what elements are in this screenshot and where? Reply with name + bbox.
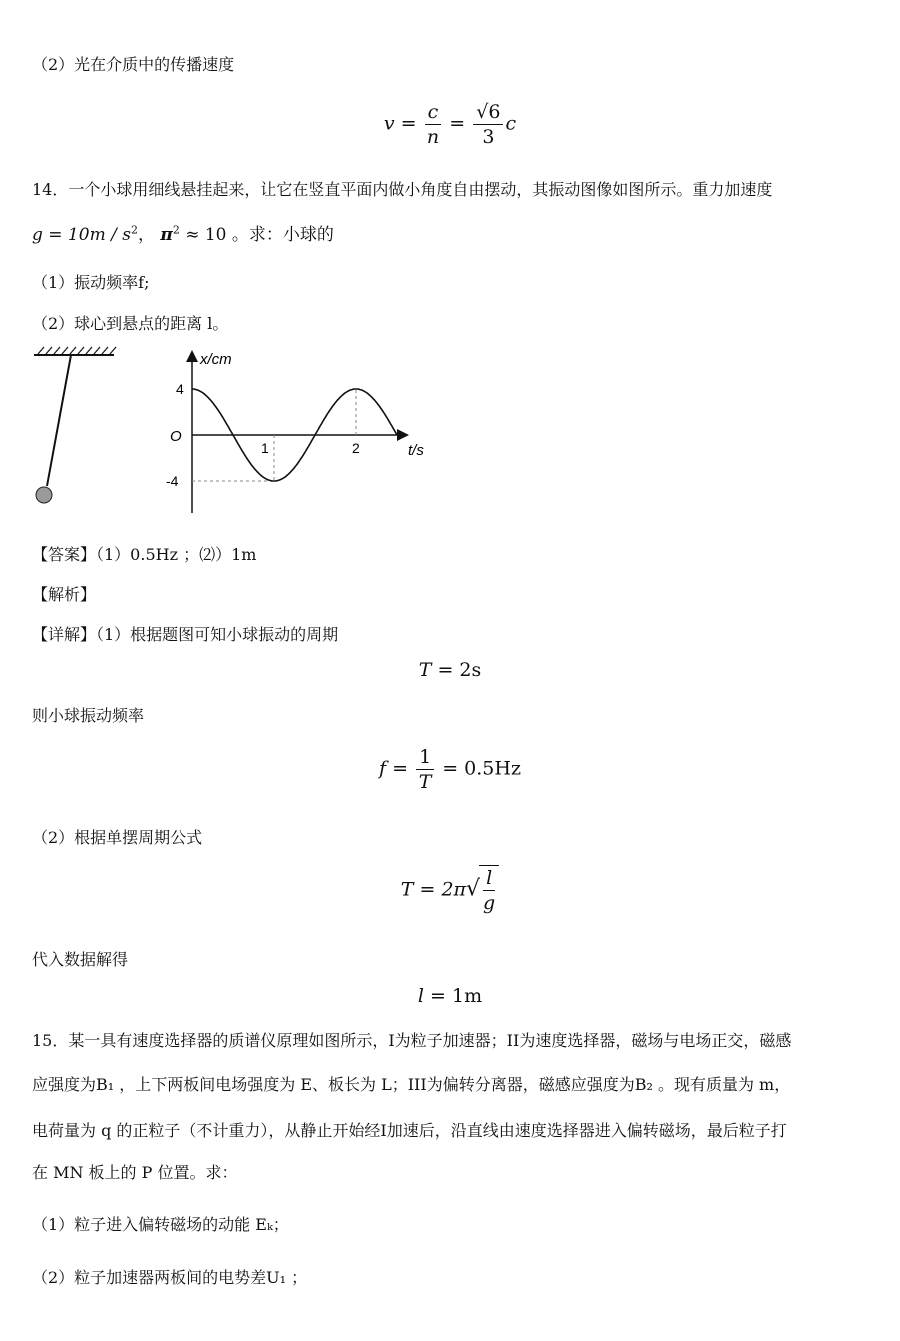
x-axis-label: t/s <box>408 442 424 459</box>
q15-line3: 电荷量为 q 的正粒子（不计重力），从静止开始经I加速后，沿直线由速度选择器进入偏转磁场，最后粒子打 <box>32 1121 787 1140</box>
q14-stem: 14．一个小球用细线悬挂起来，让它在竖直平面内做小角度自由摆动，其振动图像如图所示。重力加速度 <box>32 180 773 199</box>
answer: 【答案】（1）0.5Hz ；⑵）1m <box>32 545 257 564</box>
q13-part2: （2）光在介质中的传播速度 <box>32 55 235 74</box>
pendulum-string <box>47 355 71 486</box>
formula-period-value: T = 2s <box>418 659 482 681</box>
q15-line2: 应强度为B₁ ，上下两板间电场强度为 E、板长为 L；III为偏转分离器，磁感应强度为B₂ 。现有质量为 m， <box>32 1075 791 1094</box>
ceiling-hatch <box>38 347 116 354</box>
detail-solve: 代入数据解得 <box>32 950 129 969</box>
formula-length-result: l = 1m <box>417 985 483 1007</box>
q14-given: $g = 10m / s^2$， $\pi^2 \approx 10$ 。求：小球的 <box>32 223 334 245</box>
origin-label: O <box>170 428 182 445</box>
pendulum-bob <box>36 487 52 503</box>
formula-speed: v = $\frac{c}{n}$ = $\frac{√6}{3}$ c <box>383 101 517 148</box>
detail-pendulum-formula: （2）根据单摆周期公式 <box>32 828 203 847</box>
x-tick-label: 2 <box>352 440 360 456</box>
vibration-graph <box>160 345 460 520</box>
x-tick-label: 1 <box>261 440 269 456</box>
q14-part1: （1）振动频率f; <box>32 273 150 292</box>
pendulum-figure <box>28 345 128 515</box>
q15-part2: （2）粒子加速器两板间的电势差U₁ ； <box>32 1268 308 1287</box>
q14-part2: （2）球心到悬点的距离 l。 <box>32 314 229 333</box>
y-axis-label: x/cm <box>200 351 232 368</box>
q15-line4: 在 MN 板上的 P 位置。求： <box>32 1163 238 1182</box>
y-tick-label: -4 <box>166 473 179 489</box>
analysis-heading: 【解析】 <box>32 585 97 604</box>
detail-period: 【详解】（1）根据题图可知小球振动的周期 <box>32 625 339 644</box>
q15-line1: 15．某一具有速度选择器的质谱仪原理如图所示，I为粒子加速器；II为速度选择器，磁场与电场正交，磁感 <box>32 1031 792 1050</box>
detail-frequency: 则小球振动频率 <box>32 706 145 725</box>
y-tick-label: 4 <box>176 381 184 397</box>
q15-part1: （1）粒子进入偏转磁场的动能 Eₖ； <box>32 1215 289 1234</box>
formula-pendulum-period: T = 2π√ $\frac{l}{g}$ <box>0 865 900 915</box>
formula-frequency: f = $\frac{1}{T}$ = 0.5Hz <box>379 746 521 793</box>
